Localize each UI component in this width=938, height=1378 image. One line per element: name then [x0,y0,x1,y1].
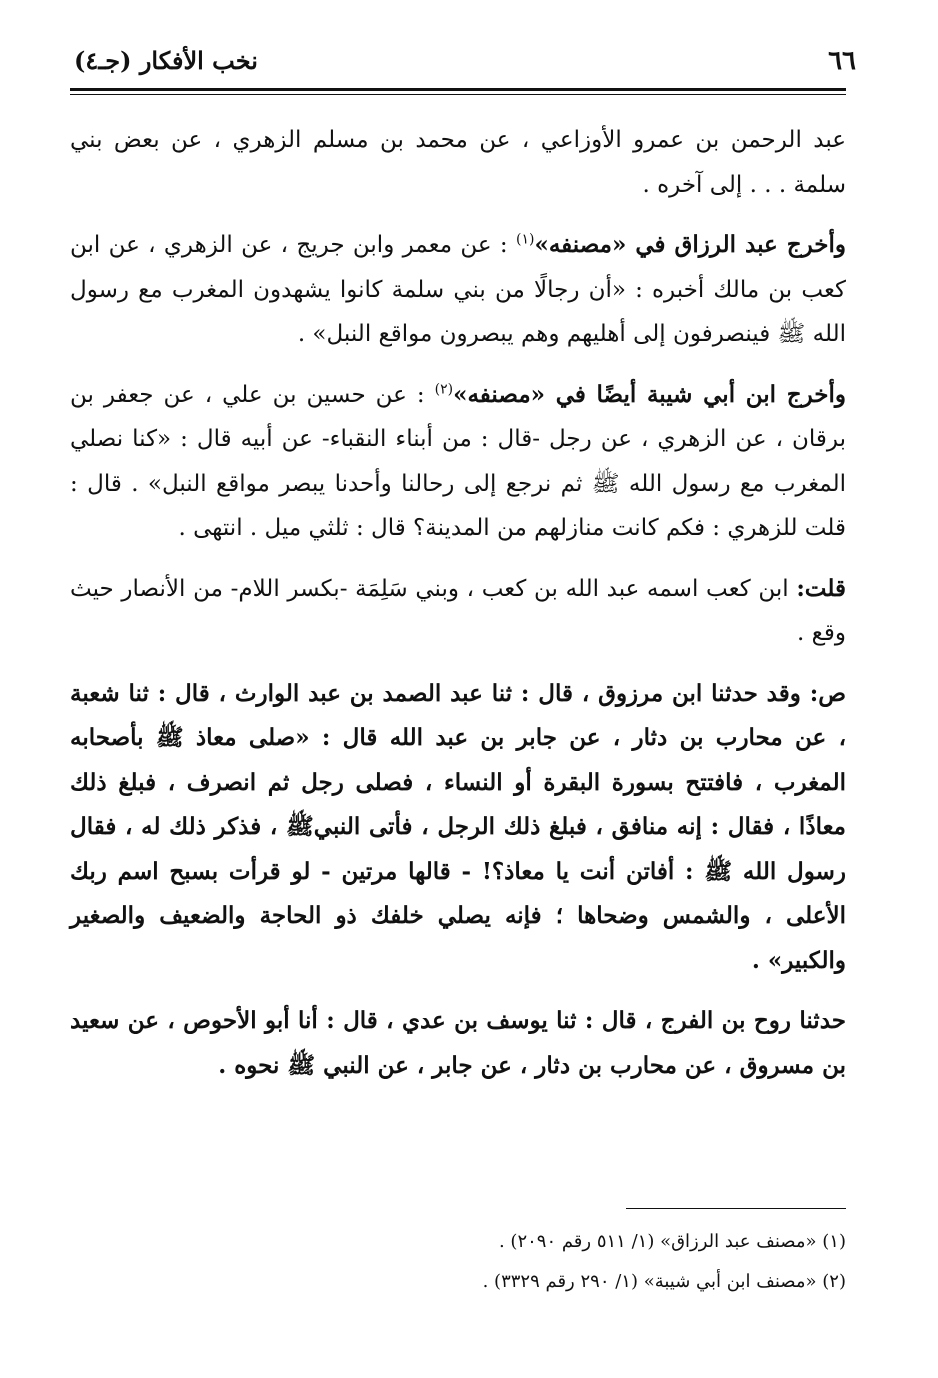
paragraph-text: عبد الرحمن بن عمرو الأوزاعي ، عن محمد بن مسلم الزهري ، عن بعض بني سلمة . . . إلى آخره . [70,127,846,198]
footnote-1: (١) «مصنف عبد الرزاق» (١/ ٥١١ رقم ٢٠٩٠) . [498,1231,846,1252]
paragraph-text: : عن حسين بن علي ، عن جعفر بن برقان ، عن الزهري ، عن رجل -قال : من أبناء النقباء- عن أبيه قال : «كنا نصلي المغرب مع رسول الله ﷺ ثم نرجع إلى رحالنا وأحدنا يبصر مواقع النبل» . قال : قلت للزهري : فكم كانت منازلهم من المدينة؟ قال : ثلثي ميل . انتهى . [70,381,846,541]
paragraph-2 [70,223,846,357]
header-rule-thin [70,94,846,95]
paragraph-1 [70,118,846,207]
main-text [70,118,846,1104]
paragraph-lead: وأخرج ابن أبي شيبة أيضًا في «مصنفه» [453,380,846,408]
page-number: ٦٦ [828,46,856,76]
footnote-ref-2: (٢) [434,380,454,397]
page-header [70,38,870,88]
paragraph-text: وقد حدثنا ابن مرزوق ، قال : ثنا عبد الصمد بن عبد الوارث ، قال : ثنا شعبة ، عن محارب بن دثار ، عن جابر بن عبد الله قال : «صلى معاذ ﷺ بأصحابه المغرب ، فافتتح بسورة البقرة أو النساء ، فصلى رجل ثم انصرف ، فبلغ ذلك معاذًا ، فقال : إنه منافق ، فبلغ ذلك الرجل ، فأتى النبيﷺ ، فذكر ذلك له ، فقال رسول الله ﷺ : أفاتن أنت يا معاذ؟! - قالها مرتين - لو قرأت بسبح اسم ربك الأعلى ، والشمس وضحاها ؛ فإنه يصلي خلفك ذو الحاجة والضعيف والصغير والكبير» . [70,679,846,974]
footnote-ref-1: (١) [515,231,535,248]
footnote-2: (٢) «مصنف ابن أبي شيبة» (١/ ٢٩٠ رقم ٣٣٢٩) . [482,1271,846,1292]
header-rule [70,88,846,91]
paragraph-lead: وأخرج عبد الرزاق في «مصنفه» [534,231,846,258]
paragraph-6 [70,999,846,1088]
paragraph-3 [70,373,846,551]
paragraph-lead: قلت: [796,574,846,602]
paragraph-text: : عن معمر وابن جريج ، عن الزهري ، عن ابن كعب بن مالك أخبره : «أن رجالًا من بني سلمة كانوا يشهدون المغرب مع رسول الله ﷺ فينصرفون إلى أهليهم وهم يبصرون مواقع النبل» . [70,232,846,347]
paragraph-4 [70,567,846,656]
footnote-rule [626,1208,846,1209]
paragraph-5 [70,672,846,984]
paragraph-lead: ص: [809,679,846,707]
footnotes [70,1222,846,1302]
paragraph-text: ابن كعب اسمه عبد الله بن كعب ، وبني سَلِمَة -بكسر اللام- من الأنصار حيث وقع . [70,575,846,646]
paragraph-text: حدثنا روح بن الفرج ، قال : ثنا يوسف بن عدي ، قال : أنا أبو الأحوص ، عن سعيد بن مسروق ، عن محارب بن دثار ، عن جابر ، عن النبي ﷺ نحوه . [70,1007,846,1079]
running-title: نخب الأفكار (جـ٤) [74,46,258,75]
